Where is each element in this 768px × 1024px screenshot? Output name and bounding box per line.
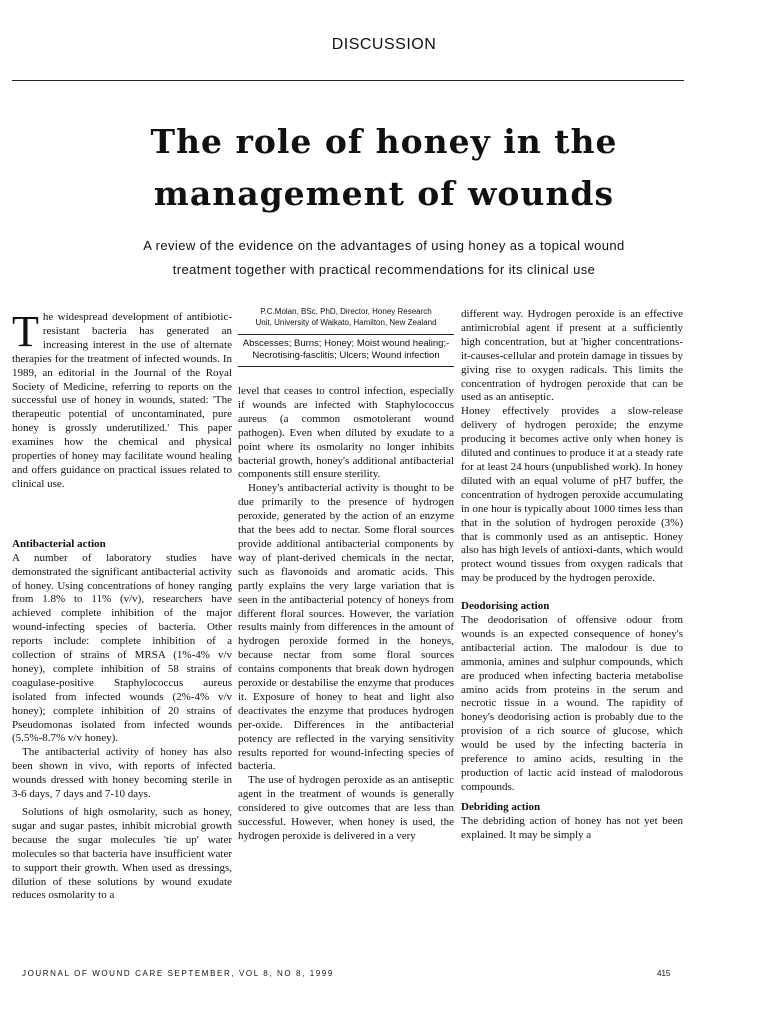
intro-text: he widespread development of antibiotic-resistant bacteria has generated an increasing interest in the use of alternate therapies for the treatment of infected wounds. In 1989, an editorial in the Journal of the Royal Society of Medicine, referring to reports on the successful use of honey in wounds, stated: 'The therapeutic potential of uncontaminated, pure honey is grossly underutilized.' This paper examines how the chemical and physical properties of honey may facilitate wound healing and offers guidance on practical issues related to clinical use. [12, 311, 232, 490]
author-affiliation: Unit, University of Waikato, Hamilton, New Zealand [255, 318, 437, 327]
heading-deodorising: Deodorising action [461, 600, 550, 613]
col3-p4: The debriding action of honey has not yet been explained. It may be simply a [461, 814, 683, 841]
col3-p1: different way. Hydrogen peroxide is an effective antimicrobial agent if present at a sufficiently high concentration, but at 'higher concentrations-it-causes-cellular and protein damage in tissues by giving rise to oxygen radicals. This limits the concentration of hydrogen peroxide that can be used as an antiseptic. [461, 308, 683, 404]
antibacterial-p3: Solutions of high osmolarity, such as honey, sugar and sugar pastes, inhibit microbial growth because the sugar molecules 'tie up' water molecules so that bacteria have insufficient water to support their growth. When used as dressings, dilution of these solutions by wound exudate reduces osmolarity to a [12, 806, 232, 902]
standfirst-line-1: A review of the evidence on the advantages of using honey as a topical wound [143, 238, 625, 253]
footer-journal: JOURNAL OF WOUND CARE SEPTEMBER, VOL 8, NO 8, 1999 [22, 969, 334, 978]
column-3 [461, 308, 683, 843]
title-line-2: management of wounds [153, 174, 615, 213]
col2-p1: level that ceases to control infection, especially if wounds are infected with Staphylococcus aureus (a common osmotolerant wound pathogen). Even when diluted by exudate to a point where its osmolarity no longer inhibits bacterial growth, honey's additional antibacterial components still ensure sterility. [238, 385, 454, 481]
column-1 [12, 307, 232, 903]
standfirst-line-2: treatment together with practical recommendations for its clinical use [172, 262, 596, 277]
top-rule [12, 80, 684, 81]
heading-debriding: Debriding action [461, 800, 541, 813]
section-label: DISCUSSION [331, 36, 437, 53]
column-2 [238, 306, 454, 844]
footer-page-number: 415 [657, 969, 671, 978]
col3-p2: Honey effectively provides a slow-release delivery of hydrogen peroxide; the enzyme producing it becomes active only when honey is diluted and continues to produce it at a steady rate for at least 24 hours (unpublished work). In honey diluted with an equal volume of pH7 buffer, the concentration of hydrogen peroxide accumulating in one hour is typically about 1000 times less than that in the solution of hydrogen peroxide (3%) that is commonly used as an antiseptic. Honey also has high levels of antioxi-dants, which would protect wound tissues from oxygen radicals that may be produced by the hydrogen peroxide. [461, 405, 683, 585]
keywords-text: Abscesses; Burns; Honey; Moist wound healing;-Necrotising-fasclitis; Ulcers; Wound infection [242, 338, 450, 361]
antibacterial-p2: The antibacterial activity of honey has also been shown in vivo, with reports of infected wounds dressed with honey becoming sterile in 3-6 days, 7 days and 7-10 days. [12, 746, 232, 801]
title-line-1: The role of honey in the [150, 122, 618, 161]
article-title [0, 116, 768, 220]
author-block [238, 306, 454, 334]
col3-p3: The deodorisation of offensive odour from wounds is an expected consequence of honey's antibacterial action. The malodour is due to ammonia, amines and sulphur compounds, which are produced when infecting bacteria metabolise amino acids from proteins in the serum and necrotic tissue in a wound. The rapidity of honey's deodorising action is probably due to the provision of a rich source of glucose, which would be used by the infecting bacteria in preference to amino acids, resulting in the production of lactic acid instead of malodorous compounds. [461, 614, 683, 793]
drop-cap: T [12, 307, 39, 356]
col2-p3: The use of hydrogen peroxide as an antiseptic agent in the treatment of wounds is generally considered to give outcomes that are less than successful. However, when honey is used, the hydrogen peroxide is delivered in a very [238, 774, 454, 842]
author-name: P.C.Molan, BSc, PhD, Director, Honey Research [260, 307, 432, 316]
col2-p2: Honey's antibacterial activity is thought to be due primarily to the presence of hydrogen peroxide, generated by the action of an enzyme that the bees add to nectar. Some floral sources provide additional antibacterial components by way of plant-derived chemicals in the nectar, such as flavonoids and aromatic acids. This partly explains the very large variation that is seen in the antibacterial potency of honeys from different floral sources. However, the variation results mainly from differences in the amount of hydrogen peroxide formed in the honeys, because nectar from some floral sources contains components that break down hydrogen peroxide or destabilise the enzyme that produces it. Exposure of honey to heat and light also deactivates the enzyme that produces hydrogen per-oxide. Differences in the antibacterial potency are reflected in the varying sensitivity results reported for wound-infecting species of bacteria. [238, 482, 454, 773]
standfirst [40, 234, 728, 282]
heading-antibacterial: Antibacterial action [12, 537, 106, 550]
antibacterial-p1: A number of laboratory studies have demonstrated the significant antibacterial activity of honey. Using concentrations of honey ranging from 1.8% to 11% (v/v), researchers have achieved complete inhibition of the major wound-infecting species of bacteria. Other reports include: complete inhibition of a collection of strains of MRSA (1%-4% v/v honey), complete inhibition of 58 strains of coagulase-positive Staphylococcus aureus isolated from infected wounds (2%-4% v/v honey); complete inhibition of 20 strains of Pseudomonas isolated from infected wounds (5.5%-8.7% v/v honey). [12, 551, 232, 745]
intro-paragraph [12, 307, 232, 492]
keywords-box [238, 334, 454, 367]
